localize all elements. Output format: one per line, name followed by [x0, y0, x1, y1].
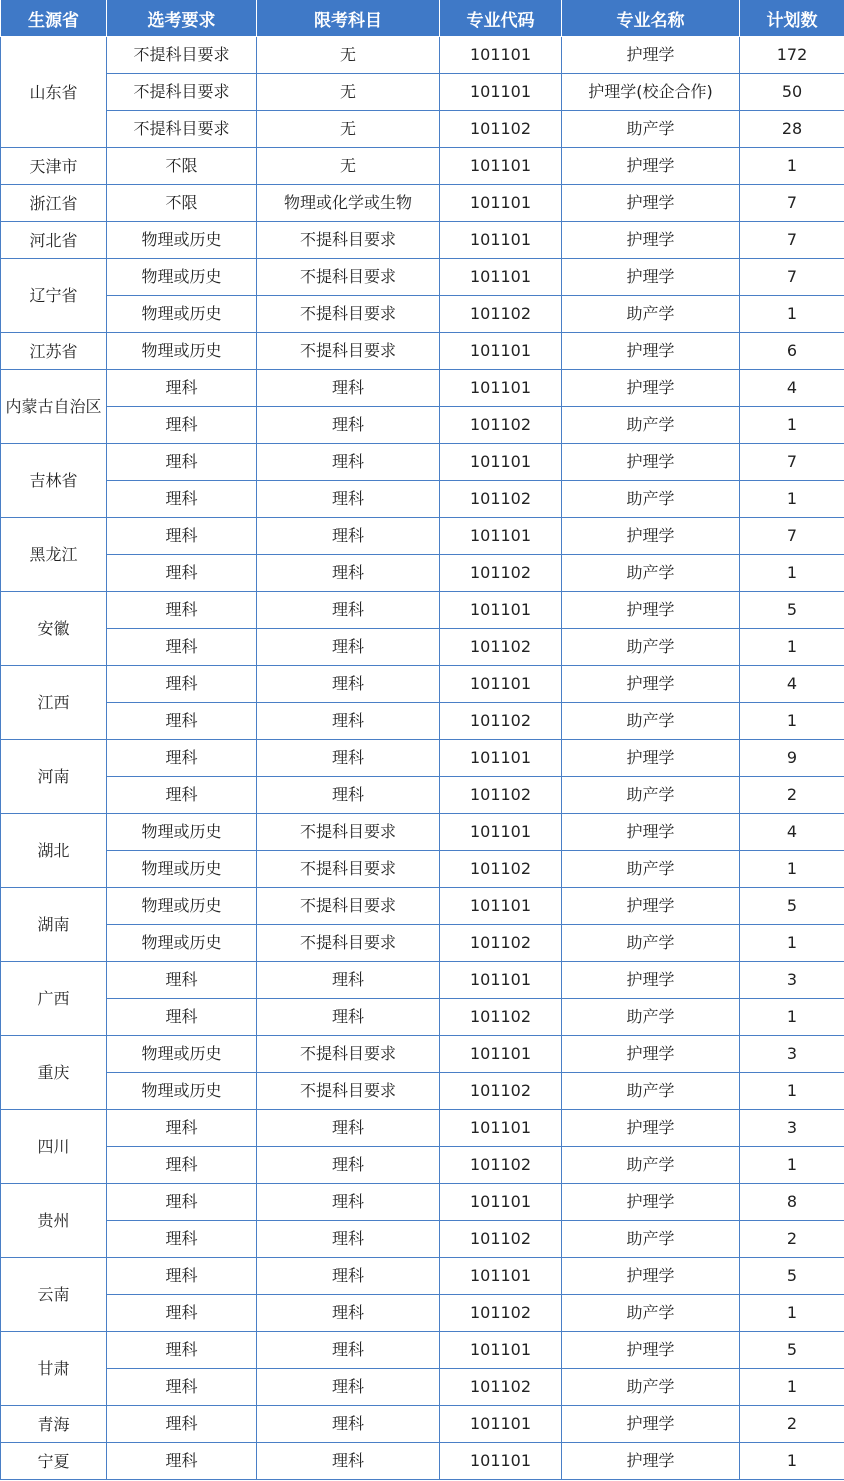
- subject-requirement-cell: 理科: [107, 1369, 257, 1406]
- plan-count-cell: 1: [740, 296, 844, 333]
- restricted-subjects-cell: 不提科目要求: [257, 1036, 440, 1073]
- province-cell: 安徽: [1, 592, 107, 666]
- major-name-cell: 助产学: [562, 296, 740, 333]
- major-name-cell: 助产学: [562, 1073, 740, 1110]
- major-name-cell: 护理学: [562, 962, 740, 999]
- subject-requirement-cell: 理科: [107, 629, 257, 666]
- plan-count-cell: 50: [740, 74, 844, 111]
- plan-count-cell: 7: [740, 518, 844, 555]
- table-row: [1, 555, 844, 592]
- major-code-cell: 101101: [440, 370, 562, 407]
- major-name-cell: 助产学: [562, 111, 740, 148]
- plan-count-cell: 7: [740, 444, 844, 481]
- province-cell: 四川: [1, 1110, 107, 1184]
- major-code-cell: 101101: [440, 1258, 562, 1295]
- plan-count-cell: 9: [740, 740, 844, 777]
- major-code-cell: 101102: [440, 777, 562, 814]
- major-name-cell: 护理学: [562, 740, 740, 777]
- subject-requirement-cell: 物理或历史: [107, 1073, 257, 1110]
- major-name-cell: 护理学: [562, 518, 740, 555]
- major-code-cell: 101101: [440, 814, 562, 851]
- major-code-cell: 101102: [440, 407, 562, 444]
- subject-requirement-cell: 理科: [107, 1221, 257, 1258]
- restricted-subjects-cell: 不提科目要求: [257, 259, 440, 296]
- restricted-subjects-cell: 理科: [257, 1110, 440, 1147]
- table-row: [1, 1184, 844, 1221]
- restricted-subjects-cell: 理科: [257, 1332, 440, 1369]
- major-code-cell: 101101: [440, 740, 562, 777]
- subject-requirement-cell: 理科: [107, 444, 257, 481]
- header-major-name: 专业名称: [562, 0, 740, 37]
- subject-requirement-cell: 不限: [107, 185, 257, 222]
- table-header: [1, 0, 844, 37]
- major-code-cell: 101101: [440, 74, 562, 111]
- major-code-cell: 101101: [440, 962, 562, 999]
- province-cell: 湖南: [1, 888, 107, 962]
- restricted-subjects-cell: 理科: [257, 703, 440, 740]
- table-row: [1, 592, 844, 629]
- plan-count-cell: 8: [740, 1184, 844, 1221]
- table-row: [1, 1443, 844, 1480]
- restricted-subjects-cell: 理科: [257, 407, 440, 444]
- major-name-cell: 助产学: [562, 1369, 740, 1406]
- table-row: [1, 740, 844, 777]
- header-plan-count: 计划数: [740, 0, 844, 37]
- plan-count-cell: 3: [740, 962, 844, 999]
- major-name-cell: 助产学: [562, 629, 740, 666]
- restricted-subjects-cell: 理科: [257, 1443, 440, 1480]
- major-code-cell: 101101: [440, 185, 562, 222]
- major-code-cell: 101102: [440, 925, 562, 962]
- table-row: [1, 1258, 844, 1295]
- table-row: [1, 1406, 844, 1443]
- table-body: [1, 37, 844, 1480]
- header-row: [1, 0, 844, 37]
- restricted-subjects-cell: 理科: [257, 1295, 440, 1332]
- major-code-cell: 101101: [440, 37, 562, 74]
- subject-requirement-cell: 理科: [107, 1295, 257, 1332]
- subject-requirement-cell: 理科: [107, 481, 257, 518]
- table-row: [1, 148, 844, 185]
- major-name-cell: 护理学: [562, 185, 740, 222]
- major-name-cell: 助产学: [562, 481, 740, 518]
- subject-requirement-cell: 物理或历史: [107, 222, 257, 259]
- major-name-cell: 助产学: [562, 555, 740, 592]
- table-row: [1, 1221, 844, 1258]
- plan-count-cell: 1: [740, 925, 844, 962]
- subject-requirement-cell: 物理或历史: [107, 851, 257, 888]
- table-row: [1, 481, 844, 518]
- restricted-subjects-cell: 理科: [257, 740, 440, 777]
- province-cell: 山东省: [1, 37, 107, 148]
- restricted-subjects-cell: 理科: [257, 1406, 440, 1443]
- header-major-code: 专业代码: [440, 0, 562, 37]
- plan-count-cell: 1: [740, 1073, 844, 1110]
- restricted-subjects-cell: 不提科目要求: [257, 888, 440, 925]
- restricted-subjects-cell: 理科: [257, 518, 440, 555]
- major-code-cell: 101101: [440, 1406, 562, 1443]
- restricted-subjects-cell: 不提科目要求: [257, 296, 440, 333]
- restricted-subjects-cell: 理科: [257, 1184, 440, 1221]
- plan-count-cell: 1: [740, 851, 844, 888]
- major-code-cell: 101102: [440, 555, 562, 592]
- table-row: [1, 629, 844, 666]
- major-name-cell: 护理学: [562, 1184, 740, 1221]
- subject-requirement-cell: 理科: [107, 703, 257, 740]
- major-name-cell: 护理学: [562, 259, 740, 296]
- subject-requirement-cell: 不限: [107, 148, 257, 185]
- major-name-cell: 护理学(校企合作): [562, 74, 740, 111]
- subject-requirement-cell: 理科: [107, 1406, 257, 1443]
- table-row: [1, 777, 844, 814]
- table-row: [1, 962, 844, 999]
- restricted-subjects-cell: 不提科目要求: [257, 1073, 440, 1110]
- restricted-subjects-cell: 无: [257, 111, 440, 148]
- province-cell: 青海: [1, 1406, 107, 1443]
- province-cell: 贵州: [1, 1184, 107, 1258]
- plan-count-cell: 2: [740, 777, 844, 814]
- province-cell: 天津市: [1, 148, 107, 185]
- table-row: [1, 518, 844, 555]
- subject-requirement-cell: 物理或历史: [107, 925, 257, 962]
- restricted-subjects-cell: 理科: [257, 592, 440, 629]
- subject-requirement-cell: 理科: [107, 777, 257, 814]
- plan-count-cell: 4: [740, 814, 844, 851]
- province-cell: 江西: [1, 666, 107, 740]
- table-row: [1, 814, 844, 851]
- restricted-subjects-cell: 理科: [257, 555, 440, 592]
- plan-count-cell: 4: [740, 370, 844, 407]
- province-cell: 甘肃: [1, 1332, 107, 1406]
- plan-count-cell: 2: [740, 1221, 844, 1258]
- restricted-subjects-cell: 物理或化学或生物: [257, 185, 440, 222]
- subject-requirement-cell: 理科: [107, 370, 257, 407]
- major-code-cell: 101101: [440, 518, 562, 555]
- major-name-cell: 护理学: [562, 37, 740, 74]
- major-name-cell: 助产学: [562, 1295, 740, 1332]
- header-subject-requirement: 选考要求: [107, 0, 257, 37]
- restricted-subjects-cell: 理科: [257, 1147, 440, 1184]
- province-cell: 河南: [1, 740, 107, 814]
- restricted-subjects-cell: 不提科目要求: [257, 851, 440, 888]
- plan-count-cell: 5: [740, 1332, 844, 1369]
- province-cell: 重庆: [1, 1036, 107, 1110]
- major-code-cell: 101102: [440, 851, 562, 888]
- table-row: [1, 666, 844, 703]
- major-code-cell: 101102: [440, 1147, 562, 1184]
- subject-requirement-cell: 理科: [107, 740, 257, 777]
- table-row: [1, 370, 844, 407]
- subject-requirement-cell: 理科: [107, 1110, 257, 1147]
- table-row: [1, 296, 844, 333]
- subject-requirement-cell: 物理或历史: [107, 1036, 257, 1073]
- plan-count-cell: 1: [740, 555, 844, 592]
- province-cell: 内蒙古自治区: [1, 370, 107, 444]
- major-code-cell: 101101: [440, 888, 562, 925]
- plan-count-cell: 172: [740, 37, 844, 74]
- major-code-cell: 101102: [440, 1221, 562, 1258]
- subject-requirement-cell: 理科: [107, 518, 257, 555]
- table-row: [1, 999, 844, 1036]
- restricted-subjects-cell: 理科: [257, 629, 440, 666]
- major-name-cell: 护理学: [562, 1406, 740, 1443]
- plan-count-cell: 1: [740, 629, 844, 666]
- major-code-cell: 101102: [440, 1369, 562, 1406]
- major-code-cell: 101101: [440, 333, 562, 370]
- plan-count-cell: 1: [740, 1295, 844, 1332]
- table-row: [1, 1036, 844, 1073]
- plan-count-cell: 7: [740, 185, 844, 222]
- plan-count-cell: 6: [740, 333, 844, 370]
- major-code-cell: 101101: [440, 1110, 562, 1147]
- subject-requirement-cell: 物理或历史: [107, 814, 257, 851]
- major-name-cell: 护理学: [562, 1332, 740, 1369]
- province-cell: 吉林省: [1, 444, 107, 518]
- major-code-cell: 101101: [440, 592, 562, 629]
- table-row: [1, 333, 844, 370]
- restricted-subjects-cell: 理科: [257, 370, 440, 407]
- province-cell: 江苏省: [1, 333, 107, 370]
- restricted-subjects-cell: 理科: [257, 777, 440, 814]
- subject-requirement-cell: 物理或历史: [107, 888, 257, 925]
- major-code-cell: 101102: [440, 703, 562, 740]
- major-code-cell: 101101: [440, 259, 562, 296]
- major-code-cell: 101102: [440, 481, 562, 518]
- subject-requirement-cell: 物理或历史: [107, 296, 257, 333]
- subject-requirement-cell: 物理或历史: [107, 259, 257, 296]
- plan-count-cell: 5: [740, 1258, 844, 1295]
- table-row: [1, 1295, 844, 1332]
- table-row: [1, 1147, 844, 1184]
- plan-count-cell: 5: [740, 888, 844, 925]
- major-name-cell: 助产学: [562, 777, 740, 814]
- major-code-cell: 101101: [440, 1443, 562, 1480]
- province-cell: 湖北: [1, 814, 107, 888]
- major-name-cell: 护理学: [562, 333, 740, 370]
- table-row: [1, 1073, 844, 1110]
- restricted-subjects-cell: 理科: [257, 962, 440, 999]
- header-province: 生源省: [1, 0, 107, 37]
- plan-count-cell: 2: [740, 1406, 844, 1443]
- plan-count-cell: 1: [740, 407, 844, 444]
- table-row: [1, 1110, 844, 1147]
- major-code-cell: 101102: [440, 111, 562, 148]
- major-name-cell: 护理学: [562, 222, 740, 259]
- subject-requirement-cell: 理科: [107, 666, 257, 703]
- major-name-cell: 护理学: [562, 1110, 740, 1147]
- subject-requirement-cell: 理科: [107, 999, 257, 1036]
- major-name-cell: 助产学: [562, 1147, 740, 1184]
- table-row: [1, 74, 844, 111]
- restricted-subjects-cell: 理科: [257, 1258, 440, 1295]
- subject-requirement-cell: 理科: [107, 1184, 257, 1221]
- major-name-cell: 助产学: [562, 1221, 740, 1258]
- restricted-subjects-cell: 理科: [257, 1369, 440, 1406]
- province-cell: 云南: [1, 1258, 107, 1332]
- table-row: [1, 1332, 844, 1369]
- plan-count-cell: 1: [740, 1369, 844, 1406]
- major-code-cell: 101102: [440, 629, 562, 666]
- table-row: [1, 407, 844, 444]
- table-row: [1, 185, 844, 222]
- table-row: [1, 444, 844, 481]
- table-row: [1, 925, 844, 962]
- major-name-cell: 助产学: [562, 703, 740, 740]
- major-name-cell: 助产学: [562, 925, 740, 962]
- major-code-cell: 101102: [440, 999, 562, 1036]
- plan-count-cell: 7: [740, 222, 844, 259]
- subject-requirement-cell: 理科: [107, 1443, 257, 1480]
- plan-count-cell: 1: [740, 481, 844, 518]
- major-name-cell: 护理学: [562, 444, 740, 481]
- plan-count-cell: 1: [740, 703, 844, 740]
- table-row: [1, 703, 844, 740]
- major-name-cell: 护理学: [562, 592, 740, 629]
- province-cell: 黑龙江: [1, 518, 107, 592]
- major-code-cell: 101101: [440, 666, 562, 703]
- major-code-cell: 101101: [440, 444, 562, 481]
- table-row: [1, 851, 844, 888]
- subject-requirement-cell: 不提科目要求: [107, 74, 257, 111]
- subject-requirement-cell: 理科: [107, 555, 257, 592]
- restricted-subjects-cell: 无: [257, 37, 440, 74]
- restricted-subjects-cell: 不提科目要求: [257, 814, 440, 851]
- plan-count-cell: 7: [740, 259, 844, 296]
- plan-count-cell: 3: [740, 1110, 844, 1147]
- plan-count-cell: 5: [740, 592, 844, 629]
- table-row: [1, 222, 844, 259]
- subject-requirement-cell: 理科: [107, 962, 257, 999]
- subject-requirement-cell: 不提科目要求: [107, 111, 257, 148]
- major-code-cell: 101101: [440, 1036, 562, 1073]
- province-cell: 河北省: [1, 222, 107, 259]
- table-row: [1, 888, 844, 925]
- restricted-subjects-cell: 不提科目要求: [257, 925, 440, 962]
- major-code-cell: 101101: [440, 1184, 562, 1221]
- major-name-cell: 护理学: [562, 148, 740, 185]
- restricted-subjects-cell: 无: [257, 74, 440, 111]
- restricted-subjects-cell: 不提科目要求: [257, 333, 440, 370]
- plan-count-cell: 1: [740, 148, 844, 185]
- province-cell: 广西: [1, 962, 107, 1036]
- major-name-cell: 护理学: [562, 1258, 740, 1295]
- table-row: [1, 1369, 844, 1406]
- subject-requirement-cell: 理科: [107, 1147, 257, 1184]
- major-name-cell: 护理学: [562, 370, 740, 407]
- restricted-subjects-cell: 理科: [257, 481, 440, 518]
- restricted-subjects-cell: 不提科目要求: [257, 222, 440, 259]
- major-code-cell: 101102: [440, 296, 562, 333]
- major-name-cell: 护理学: [562, 1443, 740, 1480]
- table-row: [1, 259, 844, 296]
- table-row: [1, 37, 844, 74]
- plan-count-cell: 28: [740, 111, 844, 148]
- major-name-cell: 护理学: [562, 814, 740, 851]
- subject-requirement-cell: 理科: [107, 1258, 257, 1295]
- subject-requirement-cell: 不提科目要求: [107, 37, 257, 74]
- major-code-cell: 101101: [440, 1332, 562, 1369]
- province-cell: 辽宁省: [1, 259, 107, 333]
- major-name-cell: 护理学: [562, 888, 740, 925]
- header-restricted-subjects: 限考科目: [257, 0, 440, 37]
- major-name-cell: 助产学: [562, 407, 740, 444]
- restricted-subjects-cell: 理科: [257, 444, 440, 481]
- major-name-cell: 护理学: [562, 1036, 740, 1073]
- table-row: [1, 111, 844, 148]
- major-code-cell: 101101: [440, 148, 562, 185]
- major-code-cell: 101101: [440, 222, 562, 259]
- major-name-cell: 助产学: [562, 999, 740, 1036]
- plan-count-cell: 1: [740, 999, 844, 1036]
- major-code-cell: 101102: [440, 1073, 562, 1110]
- subject-requirement-cell: 理科: [107, 592, 257, 629]
- subject-requirement-cell: 理科: [107, 1332, 257, 1369]
- major-name-cell: 护理学: [562, 666, 740, 703]
- subject-requirement-cell: 物理或历史: [107, 333, 257, 370]
- major-code-cell: 101102: [440, 1295, 562, 1332]
- province-cell: 浙江省: [1, 185, 107, 222]
- plan-count-cell: 1: [740, 1147, 844, 1184]
- restricted-subjects-cell: 理科: [257, 666, 440, 703]
- plan-count-cell: 3: [740, 1036, 844, 1073]
- restricted-subjects-cell: 理科: [257, 999, 440, 1036]
- restricted-subjects-cell: 理科: [257, 1221, 440, 1258]
- restricted-subjects-cell: 无: [257, 148, 440, 185]
- province-cell: 宁夏: [1, 1443, 107, 1480]
- major-name-cell: 助产学: [562, 851, 740, 888]
- plan-count-cell: 4: [740, 666, 844, 703]
- plan-count-cell: 1: [740, 1443, 844, 1480]
- subject-requirement-cell: 理科: [107, 407, 257, 444]
